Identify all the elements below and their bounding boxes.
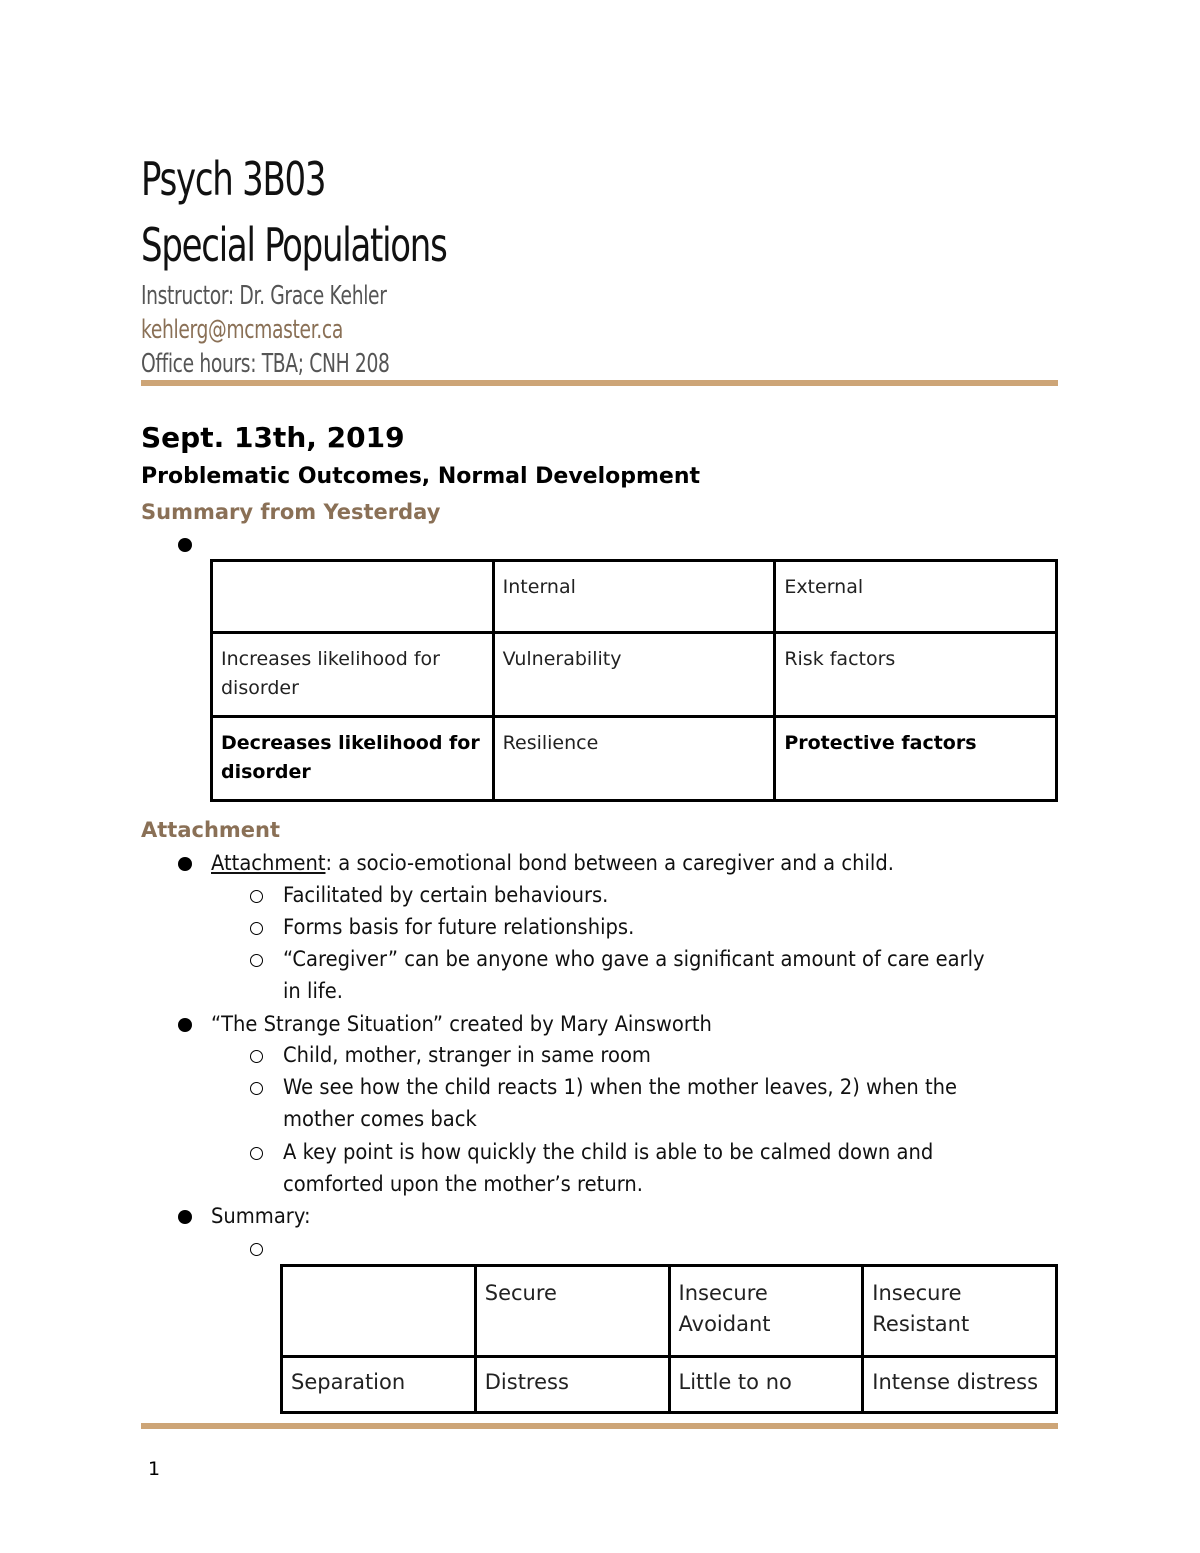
list-subitem: “Caregiver” can be anyone who gave a significant amount of care early: [283, 947, 985, 971]
list-subitem: A key point is how quickly the child is able to be calmed down and: [283, 1140, 934, 1164]
bullet-icon: [178, 1210, 192, 1224]
table-cell: Internal: [493, 561, 775, 633]
footer-divider: [141, 1423, 1058, 1429]
instructor-line: Instructor: Dr. Grace Kehler: [141, 281, 387, 311]
list-subitem-continuation: in life.: [283, 979, 343, 1003]
hollow-bullet-icon: [250, 954, 263, 967]
list-item: [211, 847, 894, 879]
lecture-title: Problematic Outcomes, Normal Development: [141, 464, 701, 489]
factors-table: [210, 559, 1058, 802]
hollow-bullet-icon: [250, 922, 263, 935]
page-number: 1: [148, 1458, 161, 1480]
bullet-icon: [178, 538, 192, 552]
table-cell: [282, 1266, 476, 1357]
section-heading-summary: Summary from Yesterday: [141, 500, 441, 524]
bullet-icon: [178, 1018, 192, 1032]
instructor-email-link[interactable]: kehlerg@mcmaster.ca: [141, 315, 343, 345]
list-subitem-continuation: mother comes back: [283, 1107, 477, 1131]
hollow-bullet-icon: [250, 1050, 263, 1063]
term-attachment: Attachment: [211, 851, 326, 875]
section-heading-attachment: Attachment: [141, 818, 281, 842]
definition-text: : a socio-emotional bond between a caregiver and a child.: [325, 851, 894, 875]
table-cell: Resilience: [493, 717, 775, 801]
list-subitem-continuation: comforted upon the mother’s return.: [283, 1172, 643, 1196]
list-item: “The Strange Situation” created by Mary Ainsworth: [211, 1012, 712, 1036]
list-item: Summary:: [211, 1204, 311, 1228]
table-cell: Protective factors: [775, 717, 1057, 801]
table-cell: Risk factors: [775, 633, 1057, 717]
bullet-icon: [178, 857, 192, 871]
hollow-bullet-icon: [250, 1243, 263, 1256]
list-subitem: We see how the child reacts 1) when the mother leaves, 2) when the: [283, 1075, 958, 1099]
table-cell: Decreases likelihood for disorder: [212, 717, 494, 801]
hollow-bullet-icon: [250, 1147, 263, 1160]
table-cell: Vulnerability: [493, 633, 775, 717]
hollow-bullet-icon: [250, 1082, 263, 1095]
table-row: [212, 633, 1057, 717]
lecture-date: Sept. 13th, 2019: [141, 421, 405, 454]
table-cell: Insecure Resistant: [863, 1266, 1057, 1357]
table-cell: Insecure Avoidant: [669, 1266, 863, 1357]
list-subitem: Child, mother, stranger in same room: [283, 1043, 651, 1067]
table-row: [212, 561, 1057, 633]
table-cell: Separation: [282, 1357, 476, 1413]
table-cell: Distress: [475, 1357, 669, 1413]
table-cell: Little to no: [669, 1357, 863, 1413]
table-row: [282, 1357, 1057, 1413]
table-cell: Increases likelihood for disorder: [212, 633, 494, 717]
table-row: [282, 1266, 1057, 1357]
table-row: [212, 717, 1057, 801]
header-divider: [141, 380, 1058, 386]
table-cell: External: [775, 561, 1057, 633]
hollow-bullet-icon: [250, 890, 263, 903]
table-cell: [212, 561, 494, 633]
list-subitem: Facilitated by certain behaviours.: [283, 883, 609, 907]
table-cell: Secure: [475, 1266, 669, 1357]
attachment-styles-table: [280, 1264, 1058, 1414]
course-code: Psych 3B03: [141, 152, 326, 206]
list-subitem: Forms basis for future relationships.: [283, 915, 635, 939]
office-hours: Office hours: TBA; CNH 208: [141, 349, 390, 379]
table-cell: Intense distress: [863, 1357, 1057, 1413]
course-name: Special Populations: [141, 218, 447, 272]
